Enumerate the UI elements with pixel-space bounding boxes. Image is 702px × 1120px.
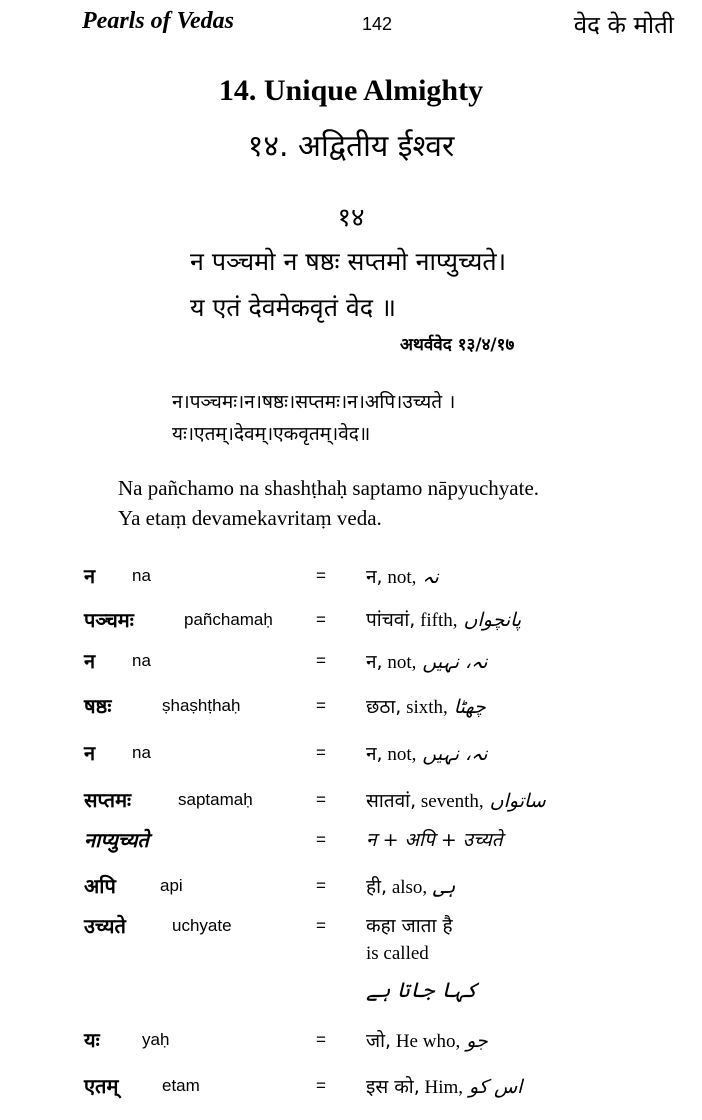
- padapatha-line-2: यः।एतम्।देवम्।एकवृतम्।वेद॥: [172, 423, 371, 445]
- glossary-meaning: पांचवां, fifth, پانچواں: [366, 609, 522, 631]
- glossary-transliteration: saptamaḥ: [178, 790, 253, 809]
- glossary-sanskrit: नाप्युच्यते: [84, 828, 149, 852]
- glossary-transliteration: etam: [162, 1076, 200, 1095]
- glossary-meaning: न, not, نہ: [366, 566, 439, 588]
- glossary-equals: =: [316, 916, 326, 935]
- glossary-transliteration: uchyate: [172, 916, 232, 935]
- glossary-meaning: इस को, Him, اس کو: [366, 1076, 523, 1098]
- glossary-meaning-english: is called: [366, 943, 429, 964]
- glossary-transliteration: ṣhaṣhṭhaḥ: [162, 696, 241, 715]
- glossary-sanskrit: पञ्चमः: [84, 608, 134, 632]
- glossary-sanskrit: न: [84, 741, 96, 765]
- glossary-transliteration: na: [132, 743, 151, 762]
- glossary-sanskrit: सप्तमः: [84, 788, 132, 812]
- glossary-sanskrit: षष्ठः: [84, 694, 112, 718]
- glossary-meaning: ही, also, ہی: [366, 876, 456, 898]
- glossary-meaning: न + अपि + उच्यते: [366, 829, 503, 851]
- glossary-equals: =: [316, 610, 326, 629]
- transliteration-line-1: Na pañchamo na shashṭhaḥ saptamo nāpyuchyate.: [118, 476, 540, 500]
- glossary-equals: =: [316, 566, 326, 585]
- glossary-sanskrit: उच्यते: [84, 914, 126, 938]
- glossary-sanskrit: एतम्: [84, 1074, 119, 1098]
- glossary-meaning: छठा, sixth, چھٹا: [366, 696, 486, 718]
- running-header-hindi: वेद के मोती: [573, 11, 674, 39]
- verse-source: अथर्ववेद १३/४/१७: [400, 335, 515, 355]
- chapter-title-english: 14. Unique Almighty: [218, 74, 484, 107]
- verse-number: १४: [337, 203, 365, 233]
- glossary-sanskrit: यः: [84, 1028, 100, 1052]
- glossary-sanskrit: न: [84, 564, 96, 588]
- glossary-equals: =: [316, 1076, 326, 1095]
- glossary-transliteration: api: [160, 876, 183, 895]
- glossary-transliteration: na: [132, 651, 151, 670]
- glossary-meaning-urdu: کہا جاتا ہے: [366, 978, 478, 1002]
- transliteration-line-2: Ya etaṃ devamekavritaṃ veda.: [118, 506, 382, 530]
- verse-line-1: न पञ्चमो न षष्ठः सप्तमो नाप्युच्यते।: [190, 247, 507, 276]
- glossary-equals: =: [316, 876, 326, 895]
- glossary-sanskrit: अपि: [84, 874, 116, 898]
- chapter-title-hindi: १४. अद्वितीय ईश्वर: [247, 129, 455, 164]
- glossary-meaning: कहा जाता है: [366, 915, 453, 937]
- glossary-equals: =: [316, 790, 326, 809]
- glossary-meaning: सातवां, seventh, ساتواں: [366, 790, 546, 812]
- glossary-transliteration: na: [132, 566, 151, 585]
- glossary-equals: =: [316, 743, 326, 762]
- glossary-equals: =: [316, 696, 326, 715]
- page-number: 142: [362, 14, 393, 34]
- glossary-meaning: जो, He who, جو: [366, 1030, 488, 1052]
- glossary-equals: =: [316, 651, 326, 670]
- glossary-sanskrit: न: [84, 649, 96, 673]
- padapatha-line-1: न।पञ्चमः।न।षष्ठः।सप्तमः।न।अपि।उच्यते ।: [172, 391, 456, 413]
- glossary-meaning: न, not, نہ، نہیں: [366, 651, 488, 673]
- glossary-transliteration: yaḥ: [142, 1030, 170, 1049]
- glossary-equals: =: [316, 830, 326, 849]
- verse-line-2: य एतं देवमेकवृतं वेद ॥: [190, 293, 396, 322]
- glossary-equals: =: [316, 1030, 326, 1049]
- glossary-meaning: न, not, نہ، نہیں: [366, 743, 488, 765]
- glossary-transliteration: pañchamaḥ: [184, 610, 273, 629]
- running-header-title: Pearls of Vedas: [82, 8, 234, 34]
